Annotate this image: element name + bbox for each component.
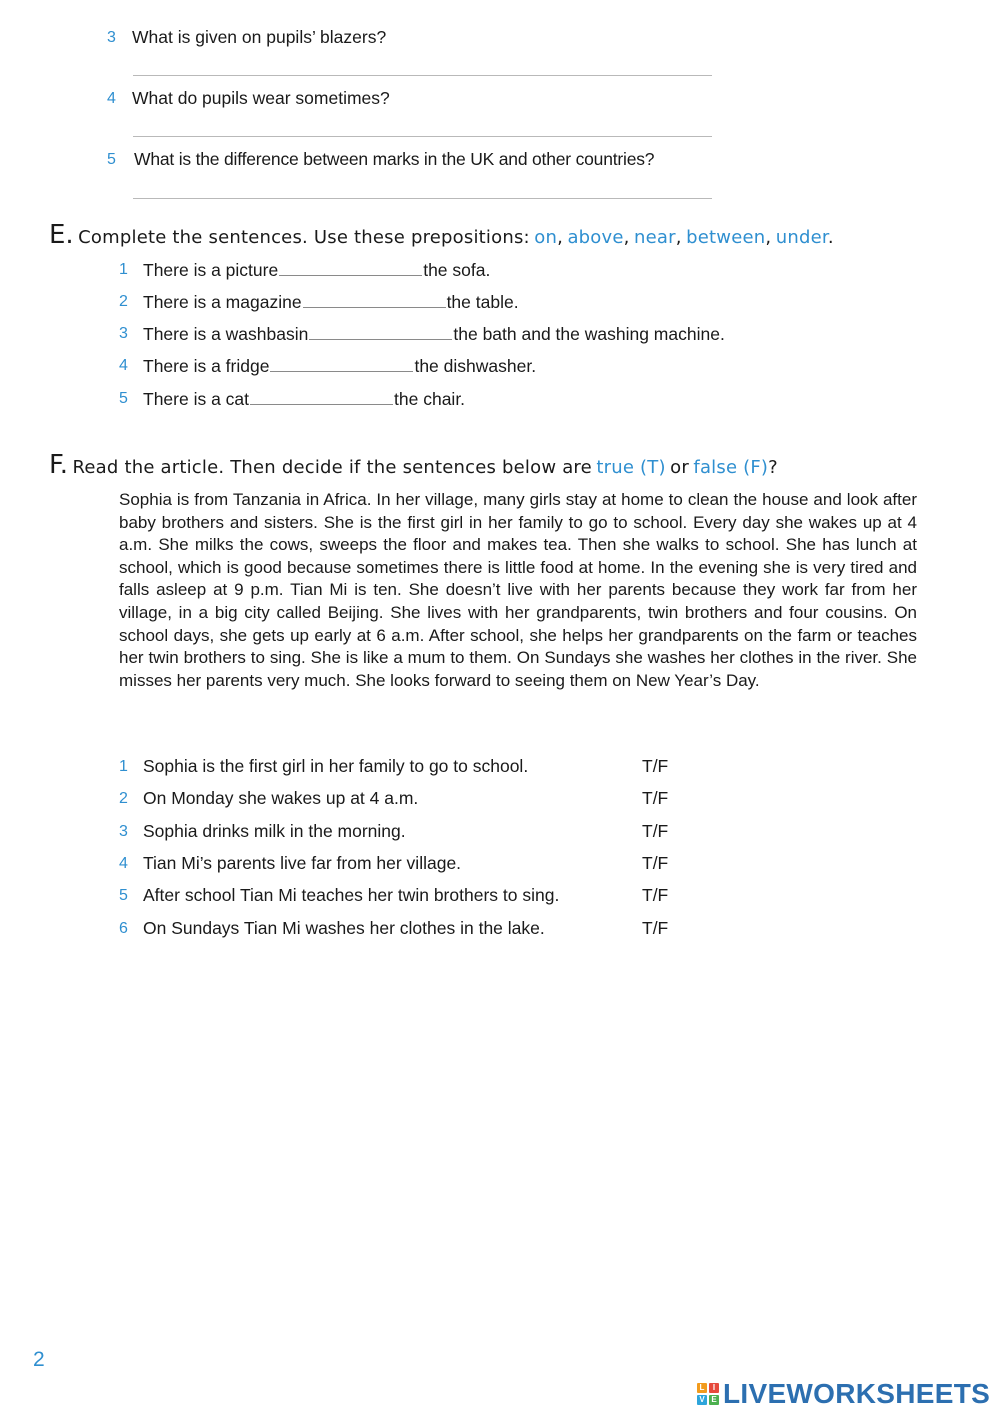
liveworksheets-brand[interactable] — [697, 1377, 990, 1411]
false-label: false (F) — [693, 457, 769, 478]
sentence-start: There is a fridge — [143, 356, 270, 376]
section-e-heading: E. Complete the sentences. Use these prepositions: on, above, near, between, under. — [49, 220, 834, 250]
answer-line[interactable] — [133, 75, 712, 76]
preposition-word: above — [567, 227, 624, 248]
question-text: What is the difference between marks in the UK and other countries? — [134, 149, 655, 169]
fill-in-blank[interactable] — [270, 355, 413, 372]
true-false-choice[interactable]: T/F — [642, 788, 669, 808]
liveworksheets-logo-icon — [697, 1383, 719, 1405]
sentence-number: 4 — [119, 357, 128, 374]
logo-letter: V — [697, 1395, 707, 1405]
question-number: 5 — [107, 151, 116, 168]
sentence-number: 5 — [119, 390, 128, 407]
true-false-choice[interactable]: T/F — [642, 853, 669, 873]
statement-text: On Sundays Tian Mi washes her clothes in the lake. — [143, 918, 545, 938]
statement-number: 3 — [119, 823, 128, 840]
true-false-choice[interactable]: T/F — [642, 756, 669, 776]
preposition-word: under — [775, 227, 828, 248]
sentence-number: 3 — [119, 325, 128, 342]
true-false-choice[interactable]: T/F — [642, 918, 669, 938]
answer-line[interactable] — [133, 198, 712, 199]
section-instruction: Complete the sentences. Use these prepositions: — [78, 227, 530, 248]
question-number: 3 — [107, 29, 116, 46]
sentence-end: the chair. — [394, 389, 466, 409]
true-false-choice[interactable]: T/F — [642, 821, 669, 841]
question-number: 4 — [107, 90, 116, 107]
statement-text: Sophia drinks milk in the morning. — [143, 821, 406, 841]
fill-in-blank[interactable] — [279, 259, 422, 276]
true-label: true (T) — [596, 457, 666, 478]
section-instruction: Read the article. Then decide if the sentences below are — [72, 457, 592, 478]
logo-letter: I — [709, 1383, 719, 1393]
fill-in-blank[interactable] — [250, 388, 393, 405]
statement-text: On Monday she wakes up at 4 a.m. — [143, 788, 419, 808]
statement-number: 1 — [119, 758, 128, 775]
true-false-choice[interactable]: T/F — [642, 885, 669, 905]
question-text: What is given on pupils’ blazers? — [132, 27, 387, 47]
question-mark: ? — [768, 457, 778, 478]
sentence-start: There is a magazine — [143, 292, 302, 312]
sentence-number: 1 — [119, 261, 128, 278]
sentence-number: 2 — [119, 293, 128, 310]
sentence-end: the bath and the washing machine. — [453, 324, 725, 344]
sentence-start: There is a picture — [143, 260, 279, 280]
brand-name: LIVEWORKSHEETS — [723, 1378, 991, 1409]
logo-letter: L — [697, 1383, 707, 1393]
sentence-start: There is a cat — [143, 389, 250, 409]
logo-letter: E — [709, 1395, 719, 1405]
question-text: What do pupils wear sometimes? — [132, 88, 390, 108]
sentence-end: the dishwasher. — [414, 356, 537, 376]
sentence-end: the sofa. — [423, 260, 491, 280]
statement-number: 4 — [119, 855, 128, 872]
statement-text: Sophia is the first girl in her family to go to school. — [143, 756, 529, 776]
statement-text: Tian Mi’s parents live far from her village. — [143, 853, 462, 873]
statement-number: 5 — [119, 887, 128, 904]
statement-number: 6 — [119, 920, 128, 937]
section-letter: F. — [49, 450, 69, 480]
statement-text: After school Tian Mi teaches her twin brothers to sing. — [143, 885, 560, 905]
sentence-start: There is a washbasin — [143, 324, 309, 344]
section-letter: E. — [49, 220, 74, 250]
statement-number: 2 — [119, 790, 128, 807]
preposition-word: on — [534, 227, 558, 248]
fill-in-blank[interactable] — [309, 323, 452, 340]
preposition-word: near — [634, 227, 676, 248]
answer-line[interactable] — [133, 136, 712, 137]
fill-in-blank[interactable] — [303, 291, 446, 308]
preposition-word: between — [686, 227, 766, 248]
article-text: Sophia is from Tanzania in Africa. In her village, many girls stay at home to clean the house and look after baby brothers and sisters. She is the first girl in her family to go to school. Every day she wakes up at 4 a.m. She milks the cows, sweeps the floor and makes tea. Then she walks to school. She has lunch at school, which is good because sometimes there is little food at home. In the evening she is very tired and falls asleep at 9 p.m. Tian Mi is ten. She doesn’t live with her parents because they work far from her village, in a big city called Beijing. She lives with her grandparents, twin brothers and four cousins. On school days, she gets up early at 6 a.m. After school, she helps her grandparents on the farm or teaches her twin brothers to sing. She is like a mum to them. On Sundays she washes her clothes in the river. She misses her parents very much. She looks forward to seeing them on New Year’s Day. — [119, 490, 917, 690]
sentence-end: the table. — [446, 292, 519, 312]
section-f-heading — [49, 450, 778, 480]
or-word: or — [670, 457, 689, 478]
page-number: 2 — [33, 1348, 45, 1371]
